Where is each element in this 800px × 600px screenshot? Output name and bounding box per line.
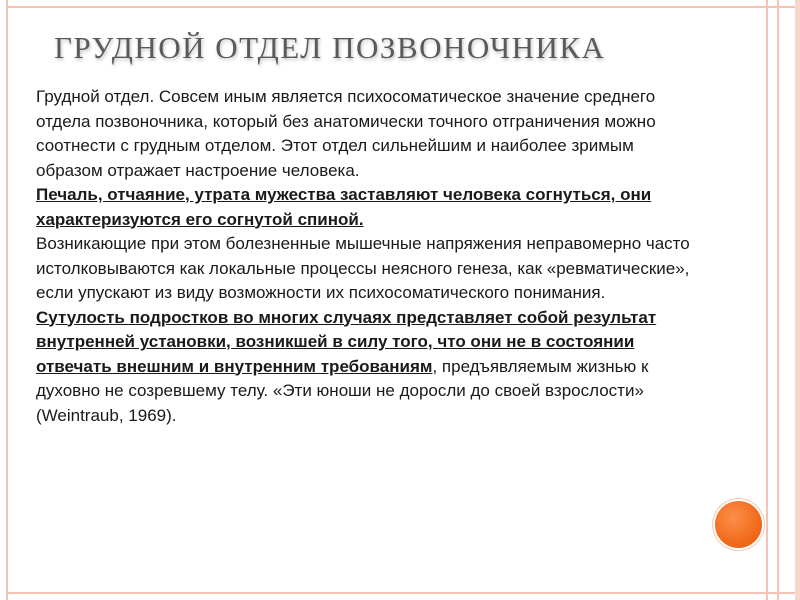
frame-right-rule xyxy=(777,0,779,600)
body-emphasis: Печаль, отчаяние, утрата мужества заставляют человека согнуться, они характеризуются его согнутой спиной. xyxy=(36,185,652,229)
body-paragraph: Возникающие при этом болезненные мышечные напряжения неправомерно часто истолковываются как локальные процессы неясного генеза, как «ревматические», если упускают из виду возможности их психосоматического понимания. xyxy=(36,234,690,302)
body-paragraph: Грудной отдел. Совсем иным является психосоматическое значение среднего отдела позвоночника, который без анатомически точного отграничения можно соотнести с грудным отделом. Этот отдел сильнейшим и наиболее зримым образом отражает настроение человека. xyxy=(36,87,656,180)
decorative-circle-icon xyxy=(715,501,762,548)
frame-right-edge xyxy=(795,0,800,600)
body-paragraph: , предъявляемым жизнью к духовно не созревшему телу. «Эти юноши не доросли до своей взрослости» (Weintraub, 1969). xyxy=(36,356,649,425)
body-emphasis: Сутулость подростков во многих случаях представляет собой результат внутренней установки, возникшей в силу того, что они не в состоянии отвечать внешним и внутренним требованиям xyxy=(36,307,657,376)
frame-top-line xyxy=(6,6,800,8)
frame-left-line xyxy=(6,0,8,600)
slide-body-text xyxy=(36,85,696,428)
slide-title: ГРУДНОЙ ОТДЕЛ ПОЗВОНОЧНИКА xyxy=(54,30,606,65)
frame-right-rule xyxy=(766,0,768,600)
frame-bottom-line xyxy=(6,592,800,594)
